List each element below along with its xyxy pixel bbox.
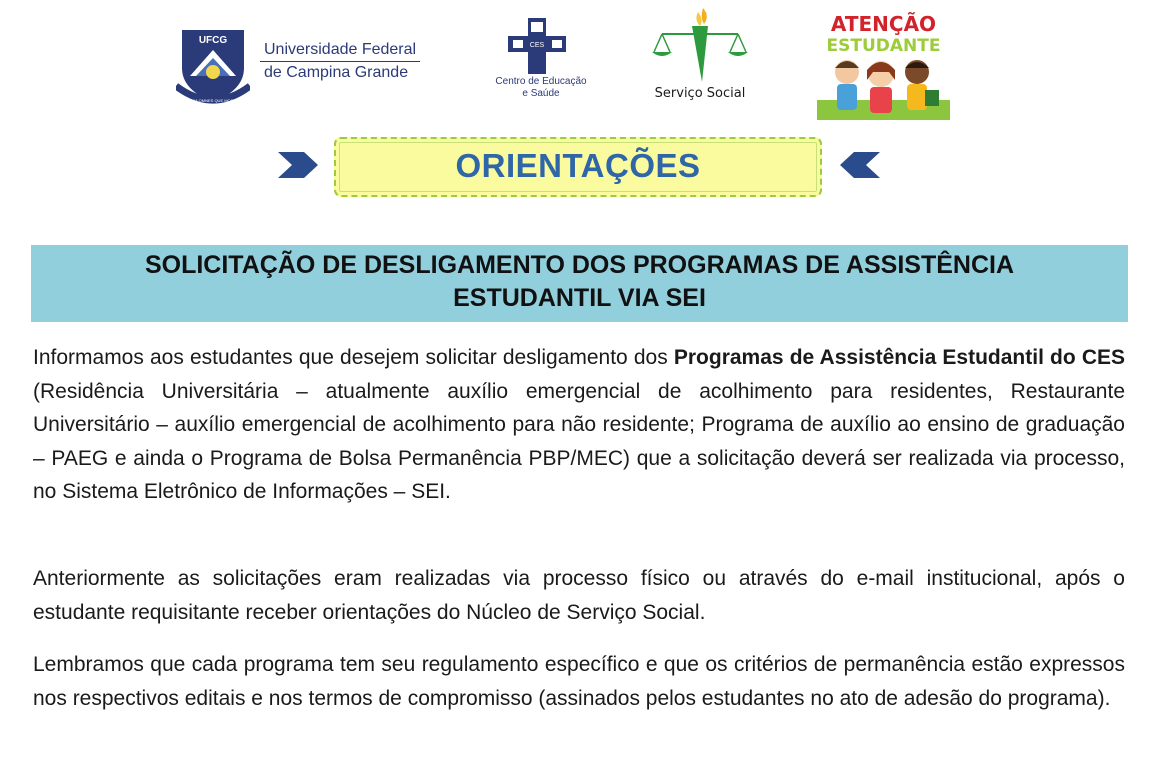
p1-bold-text: Programas de Assistência Estudantil do CES <box>673 346 1126 369</box>
paragraph-previous-process: Anteriormente as solicitações eram realizadas via processo físico ou através do e-mail institucional, após o estudante requisitante receber orientações do Núcleo de Serviço Social. <box>33 567 1125 624</box>
heading-line1: SOLICITAÇÃO DE DESLIGAMENTO DOS PROGRAMAS DE ASSISTÊNCIA <box>144 251 1015 279</box>
ces-caption-line1: Centro de Educação <box>495 76 587 87</box>
ufcg-motto: OMNIA OMNES QUE MOSTRA <box>184 98 242 103</box>
ces-logo <box>486 16 596 106</box>
atencao-title: ATENÇÃO <box>830 12 937 36</box>
ces-badge-text: CES <box>529 42 545 49</box>
students-illustration-icon <box>817 50 950 120</box>
servico-social-logo <box>648 6 752 106</box>
p1-intro-text: Informamos aos estudantes que desejem solicitar desligamento dos <box>33 346 674 369</box>
paragraph-intro <box>33 341 1125 509</box>
ufcg-divider <box>260 61 420 62</box>
estudante-subtitle: ESTUDANTE <box>826 36 941 56</box>
ces-caption <box>486 76 596 100</box>
orientacoes-banner <box>276 133 882 199</box>
header-logos <box>0 0 1158 125</box>
chevron-right-icon <box>276 150 320 180</box>
ces-caption-line2: e Saúde <box>522 88 560 99</box>
ufcg-logo <box>176 28 426 108</box>
ces-cross-icon <box>486 16 596 76</box>
orientacoes-box <box>334 137 822 197</box>
paragraph-regulations: Lembramos que cada programa tem seu regulamento específico e que os critérios de permanência estão expressos nos respectivos editais e nos termos de compromisso (assinados pelos estudantes no ato de adesão do programa). <box>33 653 1125 710</box>
page-heading <box>31 245 1128 322</box>
ufcg-shield-icon <box>176 28 250 106</box>
ufcg-badge-text: UFCG <box>198 35 228 46</box>
scales-torch-icon <box>648 6 752 86</box>
orientacoes-title: ORIENTAÇÕES <box>455 147 701 184</box>
ufcg-name-line2: de Campina Grande <box>264 64 409 81</box>
p1-rest-text: (Residência Universitária – atualmente auxílio emergencial de acolhimento para residentes, Restaurante Universitário – auxílio emergencial de acolhimento para não residente; Programa de auxílio ao ensino de graduação – PAEG e ainda o Programa de Bolsa Permanência PBP/MEC) que a solicitação deverá ser realizada via processo, no Sistema Eletrônico de Informações – SEI. <box>33 379 1125 503</box>
atencao-estudante-logo <box>817 10 950 120</box>
ufcg-name-line1: Universidade Federal <box>264 41 417 58</box>
heading-line2: ESTUDANTIL VIA SEI <box>453 284 706 312</box>
chevron-left-icon <box>838 150 882 180</box>
servico-social-caption: Serviço Social <box>654 86 746 101</box>
